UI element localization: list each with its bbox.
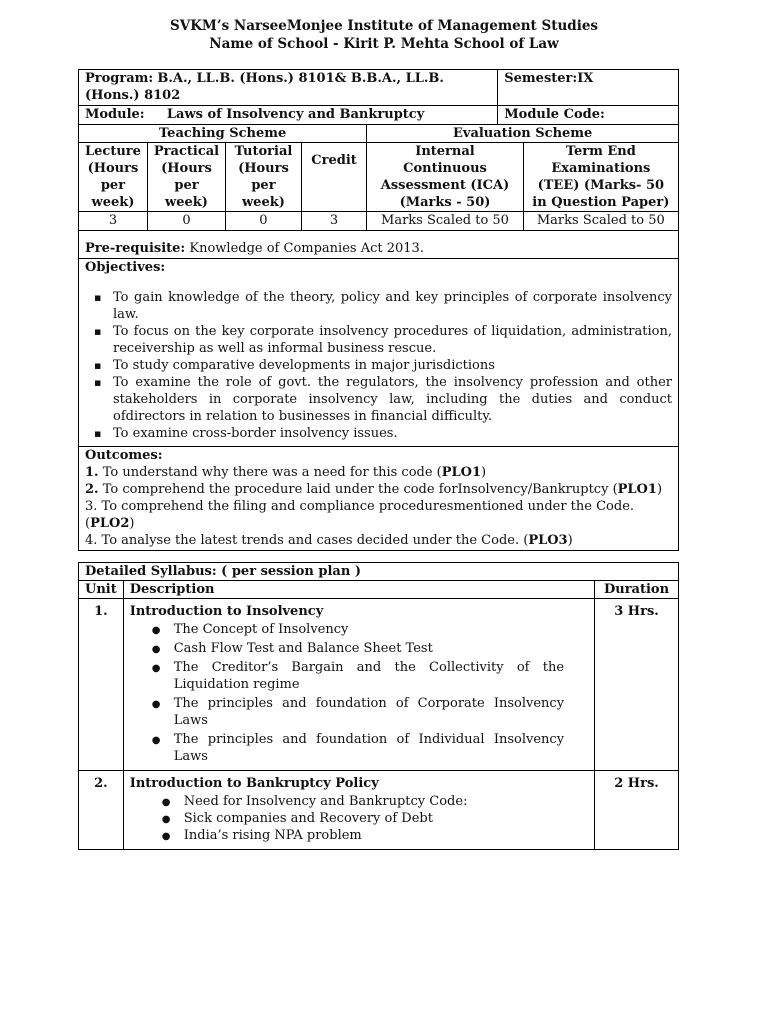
objectives-list: [85, 289, 672, 442]
ica-value: Marks Scaled to 50: [367, 212, 523, 231]
topic-item: ● India’s rising NPA problem: [184, 827, 588, 844]
unit-duration: 2 Hrs.: [595, 771, 679, 850]
module-value: Laws of Insolvency and Bankruptcy: [166, 107, 425, 122]
unit-description: [123, 599, 594, 771]
module-info-table: [78, 69, 679, 551]
objective-item: ▪ To examine cross-border insolvency issues.: [113, 425, 672, 442]
syllabus-heading: Detailed Syllabus: ( per session plan ): [79, 563, 679, 581]
lecture-header: Lecture (Hours per week): [79, 143, 148, 212]
school-name: Name of School - Kirit P. Mehta School of Law: [209, 36, 559, 52]
module-label: Module:: [85, 107, 145, 122]
semester-cell: [498, 70, 679, 106]
credit-header: Credit: [301, 143, 367, 212]
tutorial-header: Tutorial (Hours per week): [226, 143, 302, 212]
prerequisite-label: Pre-requisite:: [85, 241, 186, 256]
document-header: [0, 17, 768, 53]
module-code-label: Module Code:: [504, 107, 605, 122]
topic-item: ● Cash Flow Test and Balance Sheet Test: [174, 640, 564, 657]
ica-header: Internal Continuous Assessment (ICA) (Marks - 50): [367, 143, 523, 212]
teaching-scheme-heading: Teaching Scheme: [79, 125, 367, 143]
module-code-cell: [498, 106, 679, 125]
topic-item: ● The Creditor’s Bargain and the Collectivity of the Liquidation regime: [174, 659, 564, 693]
unit-topic-list: [130, 621, 588, 765]
lecture-value: 3: [79, 212, 148, 231]
outcome-item: 4. To analyse the latest trends and cases decided under the Code. (PLO3): [85, 533, 573, 548]
topic-item: ● Need for Insolvency and Bankruptcy Code:: [184, 793, 588, 810]
program-label: Program:: [85, 71, 154, 86]
syllabus-table: [78, 562, 679, 850]
objective-item: ▪ To study comparative developments in major jurisdictions: [113, 357, 672, 374]
program-value: B.A., LL.B. (Hons.) 8101& B.B.A., LL.B. (Hons.) 8102: [85, 71, 444, 103]
outcomes-cell: [79, 447, 679, 551]
semester-value: IX: [577, 71, 594, 86]
objectives-label: Objectives:: [85, 260, 166, 275]
duration-column-header: Duration: [595, 581, 679, 599]
topic-item: ● Sick companies and Recovery of Debt: [184, 810, 588, 827]
topic-item: ● The principles and foundation of Individual Insolvency Laws: [174, 731, 564, 765]
tutorial-value: 0: [226, 212, 302, 231]
outcomes-label: Outcomes:: [85, 448, 163, 463]
unit-number: 2.: [79, 771, 124, 850]
outcome-item: 2. To comprehend the procedure laid under the code forInsolvency/Bankruptcy (PLO1): [85, 482, 663, 497]
institute-name: SVKM’s NarseeMonjee Institute of Management Studies: [169, 18, 599, 34]
unit-title: Introduction to Insolvency: [129, 604, 324, 619]
objective-item: ▪ To focus on the key corporate insolvency procedures of liquidation, administration, receivership as well as informal business rescue.: [113, 323, 672, 357]
prerequisite-cell: [79, 231, 679, 259]
semester-label: Semester:: [504, 71, 578, 86]
evaluation-scheme-heading: Evaluation Scheme: [367, 125, 679, 143]
outcome-item: 1. To understand why there was a need for this code (PLO1): [85, 465, 487, 480]
objective-item: ▪ To examine the role of govt. the regulators, the insolvency profession and other stakeholders in corporate insolvency law, including the duties and conduct ofdirectors in relation to businesses in financial difficulty.: [113, 374, 672, 425]
tee-header: Term End Examinations (TEE) (Marks- 50 in Question Paper): [523, 143, 678, 212]
unit-number: 1.: [79, 599, 124, 771]
practical-header: Practical (Hours per week): [147, 143, 225, 212]
practical-value: 0: [147, 212, 225, 231]
objectives-cell: [79, 259, 679, 447]
unit-description: [123, 771, 594, 850]
topic-item: ● The principles and foundation of Corporate Insolvency Laws: [174, 695, 564, 729]
unit-column-header: Unit: [79, 581, 124, 599]
unit-duration: 3 Hrs.: [595, 599, 679, 771]
module-cell: [79, 106, 498, 125]
prerequisite-value: Knowledge of Companies Act 2013.: [189, 241, 424, 256]
unit-topic-list: [130, 793, 588, 844]
credit-value: 3: [301, 212, 367, 231]
program-cell: [79, 70, 498, 106]
outcome-item: 3. To comprehend the filing and compliance proceduresmentioned under the Code. (PLO2): [85, 499, 635, 531]
tee-value: Marks Scaled to 50: [523, 212, 678, 231]
topic-item: ● The Concept of Insolvency: [174, 621, 564, 638]
objective-item: ▪ To gain knowledge of the theory, policy and key principles of corporate insolvency law.: [113, 289, 672, 323]
unit-title: Introduction to Bankruptcy Policy: [129, 776, 379, 791]
description-column-header: Description: [123, 581, 594, 599]
